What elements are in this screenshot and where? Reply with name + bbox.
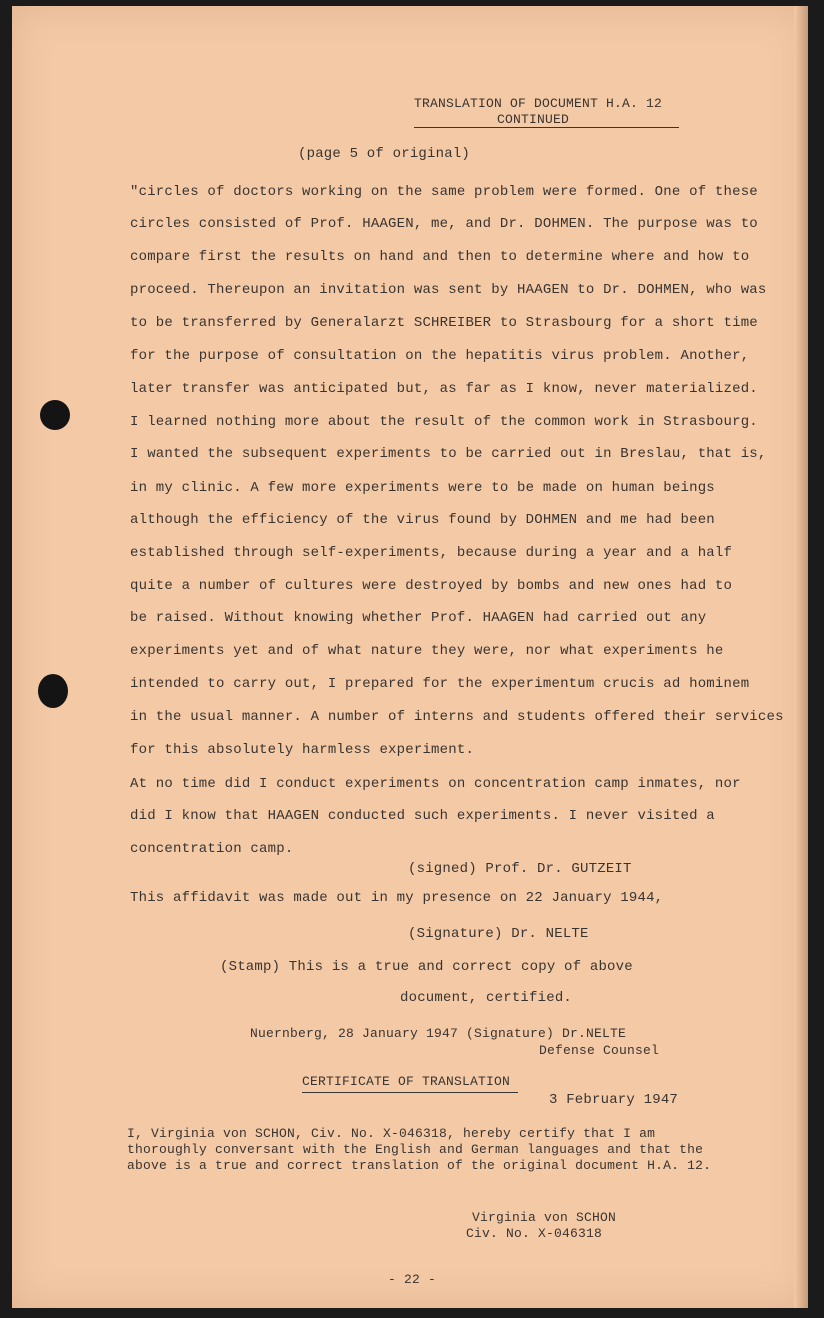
- certificate-line: I, Virginia von SCHON, Civ. No. X-046318, hereby certify that I am: [127, 1126, 656, 1141]
- body-line: to be transferred by Generalarzt SCHREIBER to Strasbourg for a short time: [130, 315, 758, 331]
- certified-text: document, certified.: [400, 990, 573, 1006]
- affidavit-signed: (signed) Prof. Dr. GUTZEIT: [408, 861, 632, 877]
- body-line: "circles of doctors working on the same problem were formed. One of these: [130, 184, 758, 200]
- body-line: circles consisted of Prof. HAAGEN, me, and Dr. DOHMEN. The purpose was to: [130, 216, 758, 232]
- body-line: I wanted the subsequent experiments to be carried out in Breslau, that is,: [130, 446, 767, 462]
- body-line: I learned nothing more about the result of the common work in Strasbourg.: [130, 414, 758, 430]
- page-reference: (page 5 of original): [298, 146, 471, 162]
- body-line: experiments yet and of what nature they were, nor what experiments he: [130, 643, 724, 659]
- body-line: concentration camp.: [130, 841, 294, 857]
- body-line: quite a number of cultures were destroyed by bombs and new ones had to: [130, 578, 733, 594]
- punch-hole-bottom: [38, 674, 68, 708]
- body-line: later transfer was anticipated but, as far as I know, never materialized.: [130, 381, 758, 397]
- continued-label: CONTINUED: [497, 112, 570, 127]
- certificate-date: 3 February 1947: [549, 1092, 679, 1108]
- page-number: - 22 -: [388, 1272, 437, 1287]
- affidavit-signature: (Signature) Dr. NELTE: [408, 926, 589, 942]
- body-line: in my clinic. A few more experiments were to be made on human beings: [130, 480, 715, 496]
- place-date-signature: Nuernberg, 28 January 1947 (Signature) Dr.NELTE: [250, 1026, 627, 1041]
- body-line: did I know that HAAGEN conducted such experiments. I never visited a: [130, 808, 715, 824]
- certificate-title: CERTIFICATE OF TRANSLATION: [302, 1074, 511, 1089]
- certificate-line: above is a true and correct translation of the original document H.A. 12.: [127, 1158, 712, 1173]
- body-line: proceed. Thereupon an invitation was sent by HAAGEN to Dr. DOHMEN, who was: [130, 282, 767, 298]
- translator-name: Virginia von SCHON: [472, 1210, 617, 1225]
- body-line: be raised. Without knowing whether Prof. HAAGEN had carried out any: [130, 610, 707, 626]
- punch-hole-top: [40, 400, 70, 430]
- translator-civ-number: Civ. No. X-046318: [466, 1226, 603, 1241]
- body-line: At no time did I conduct experiments on concentration camp inmates, nor: [130, 776, 741, 792]
- document-title: TRANSLATION OF DOCUMENT H.A. 12: [414, 96, 663, 111]
- certificate-underline: [302, 1092, 518, 1093]
- body-line: although the efficiency of the virus found by DOHMEN and me had been: [130, 512, 715, 528]
- certificate-line: thoroughly conversant with the English and German languages and that the: [127, 1142, 704, 1157]
- body-line: for this absolutely harmless experiment.: [130, 742, 475, 758]
- document-page: [12, 6, 808, 1308]
- defense-counsel: Defense Counsel: [539, 1043, 660, 1058]
- page-edge-shadow: [794, 6, 808, 1308]
- affidavit-made-out: This affidavit was made out in my presence on 22 January 1944,: [130, 890, 664, 906]
- body-line: intended to carry out, I prepared for the experimentum crucis ad hominem: [130, 676, 750, 692]
- stamp-text: (Stamp) This is a true and correct copy of above: [220, 959, 633, 975]
- body-line: for the purpose of consultation on the hepatitis virus problem. Another,: [130, 348, 750, 364]
- body-line: compare first the results on hand and then to determine where and how to: [130, 249, 750, 265]
- body-line: established through self-experiments, because during a year and a half: [130, 545, 733, 561]
- header-underline: [414, 127, 679, 128]
- body-line: in the usual manner. A number of interns and students offered their services: [130, 709, 784, 725]
